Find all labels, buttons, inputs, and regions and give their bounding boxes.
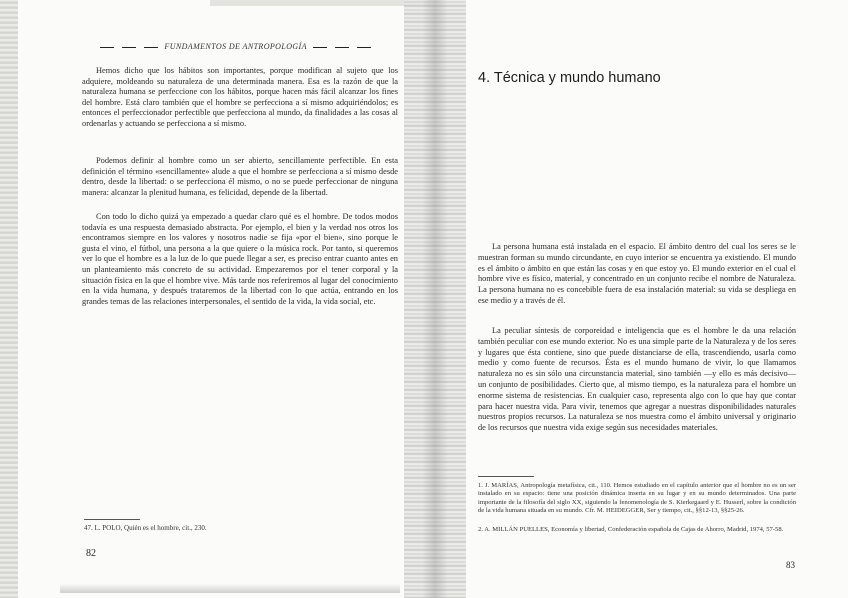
running-head: [96, 42, 396, 51]
right-page-number: 83: [786, 560, 795, 570]
right-footnote-rule: [478, 476, 534, 477]
left-footnote: 47. L. POLO, Quién es el hombre, cit., 230.: [84, 524, 207, 532]
top-scan-band: [210, 0, 430, 6]
right-paragraph-1: La persona humana está instalada en el espacio. El ámbito dentro del cual los seres se le muestran forman su mundo circundante, en cuyo interior se encuentra ya existiendo. El mundo es el ámbito o ámbito en que están las cosas y en que estoy yo. El mundo exterior en el cual el hombre vive es físico, material, y concentrado en un conjunto recibe el nombre de Naturaleza. La persona humana no es concebible fuera de esa instalación material: su vida se despliega en ese medio y a través de él.: [478, 242, 796, 305]
left-page-number: 82: [86, 548, 96, 559]
left-paragraph-3: Con todo lo dicho quizá ya empezado a quedar claro qué es el hombre. De todos modos todavía es una respuesta demasiado abstracta. Por ejemplo, el bien y la verdad nos otros los encontramos siempre en los valores y nosotros nadie se fija «por el bien», sino porque le gusta el vino, el fútbol, una persona a la que quiere o la música rock. Por tanto, si queremos ver lo que el hombre es a la luz de lo que puede llegar a ser, es preciso entrar cuanto antes en un planteamiento más concreto de su actividad. Empezaremos por el tener corporal y la situación física en la que el hombre vive. Más tarde nos referiremos al lugar del conocimiento en la vida humana, y después trataremos de la libertad con lo que actúa, entrando en los grandes temas de las relaciones interpersonales, el sentido de la vida, la vida social, etc.: [82, 212, 398, 306]
book-gutter: [404, 0, 466, 598]
right-footnote-1: 1. J. MARÍAS, Antropología metafísica, cit., 110. Hemos estudiado en el capítulo anterior que el hombre no es un ser instalado en su espacio: tiene una posición dinámica inserta en su lugar y en su mundo determinados. Una parte importante de la filosofía del siglo XX, siguiendo la fenomenología de S. Kierkegaard y E. Husserl, sobre la condición de la vida humana situada en su mundo. Cfr. M. HEIDEGGER, Ser y tiempo, cit., §§12-13, §§25-26.: [478, 482, 796, 515]
left-page-edge: [0, 0, 18, 598]
left-paragraph-1: Hemos dicho que los hábitos son importantes, porque modifican al sujeto que los adquiere, moldeando su naturaleza de una determinada manera. Esa es la razón de que la naturaleza humana se perfeccione con los hábitos, porque hacen más fácil alcanzar los fines del hombre. Está claro también que el hombre se perfecciona a sí mismo adquiriéndolos; es entonces el perfeccionador perfectible que perfecciona al mundo, da finalidades a las cosas al ordenarlas y actuando se perfecciona a sí mismo.: [82, 66, 398, 128]
left-paragraph-2: Podemos definir al hombre como un ser abierto, sencillamente perfectible. En esta definición el término «sencillamente» alude a que el hombre se perfecciona a sí mismo desde dentro, desde la libertad: o se perfecciona él mismo, o no se puede perfeccionar de ninguna manera: alcanzar la plenitud humana, es felicidad, depende de la libertad.: [82, 156, 398, 197]
bottom-scan-band: [60, 583, 400, 593]
right-paragraph-2: La peculiar síntesis de corporeidad e inteligencia que es el hombre le da una relación también peculiar con ese mundo exterior. No es una simple parte de la Naturaleza y de los seres y lugares que ésta contiene, sino que puede distanciarse de ella, trascendiendo, usarla como medio y como fuente de recursos. Ésta es el mundo humano de vivir, lo que llamamos naturaleza no es sin sólo una circunstancia material, sino también —y ello es más decisivo— un conjunto de posibilidades. Cierto que, al mismo tiempo, es la naturaleza para el hombre un enorme sistema de resistencias. En cualquier caso, representa algo con lo que hay que contar para hacer nuestra vida. Para vivir, tenemos que agregar a nuestras disponibilidades naturales nuestros propios recursos. La naturaleza se nos muestra como el ámbito universal y originario de los recursos que nuestra vida exige según sus necesidades materiales.: [478, 326, 796, 433]
chapter-title: 4. Técnica y mundo humano: [478, 70, 661, 86]
running-head-text: FUNDAMENTOS DE ANTROPOLOGÍA: [164, 42, 307, 51]
right-footnote-2: 2. A. MILLÁN PUELLES, Economía y libertad, Confederación española de Cajas de Ahorro, Madrid, 1974, 57-58.: [478, 526, 784, 533]
left-footnote-rule: [84, 519, 140, 520]
